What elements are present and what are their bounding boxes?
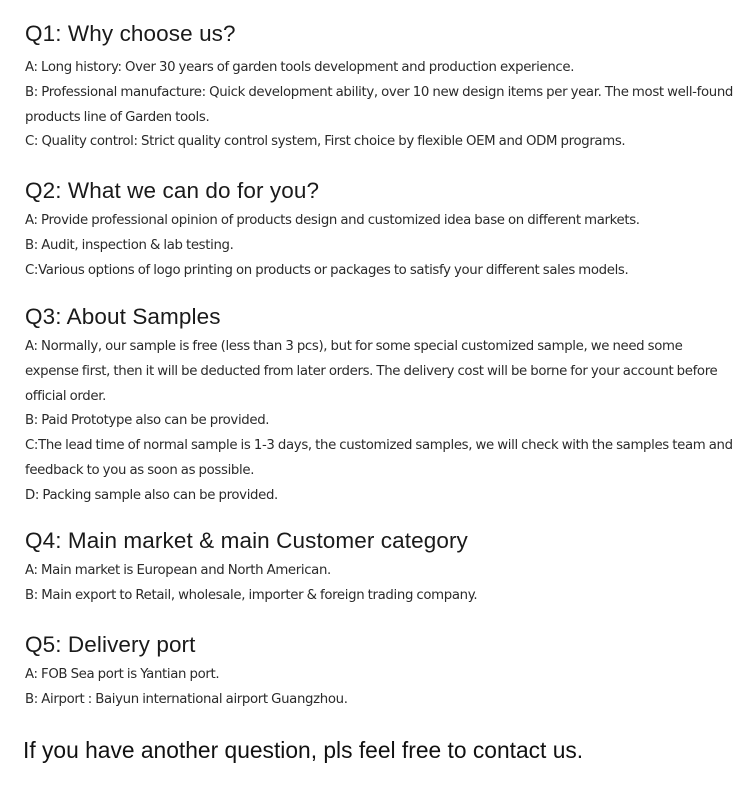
answer-list (25, 209, 735, 283)
answer-item: D: Packing sample also can be provided. (25, 487, 278, 503)
question-title: Q4: Main market & main Customer category (25, 528, 468, 553)
contact-message: If you have another question, pls feel free to contact us. (23, 737, 584, 763)
answer-item: B: Professional manufacture: Quick development ability, over 10 new design items per year. The most well-found products line of Garden tools. (25, 84, 733, 125)
answer-list (25, 663, 735, 713)
faq-section-q2 (25, 178, 735, 283)
answer-item: A: Normally, our sample is free (less than 3 pcs), but for some special customized sample, we need some expense first, then it will be deducted from later orders. The delivery cost will be borne for your account before official order. (25, 339, 718, 404)
question-title: Q5: Delivery port (25, 632, 196, 657)
answer-item: B: Airport : Baiyun international airport Guangzhou. (25, 691, 348, 707)
answer-item: B: Audit, inspection & lab testing. (25, 237, 234, 253)
answer-item: B: Paid Prototype also can be provided. (25, 413, 270, 429)
answer-item: C:Various options of logo printing on products or packages to satisfy your different sales models. (25, 262, 629, 278)
answer-item: C:The lead time of normal sample is 1-3 days, the customized samples, we will check with the samples team and feedback to you as soon as possible. (25, 438, 733, 478)
answer-list (25, 559, 735, 609)
question-title: Q1: Why choose us? (25, 21, 236, 46)
faq-section-q3 (25, 304, 735, 509)
question-title: Q3: About Samples (25, 304, 221, 329)
answer-item: A: Long history: Over 30 years of garden tools development and production experience. (25, 60, 575, 75)
faq-section-q4 (25, 528, 735, 609)
faq-section-q1 (25, 21, 735, 155)
faq-section-q5 (25, 632, 735, 713)
answer-item: A: FOB Sea port is Yantian port. (25, 667, 220, 682)
answer-list (25, 56, 735, 155)
answer-list (25, 335, 735, 509)
answer-item: A: Main market is European and North American. (25, 563, 331, 578)
question-title: Q2: What we can do for you? (25, 178, 320, 203)
answer-item: B: Main export to Retail, wholesale, importer & foreign trading company. (25, 587, 478, 603)
answer-item: C: Quality control: Strict quality control system, First choice by flexible OEM and ODM programs. (25, 134, 626, 150)
answer-item: A: Provide professional opinion of products design and customized idea base on different markets. (25, 213, 640, 228)
